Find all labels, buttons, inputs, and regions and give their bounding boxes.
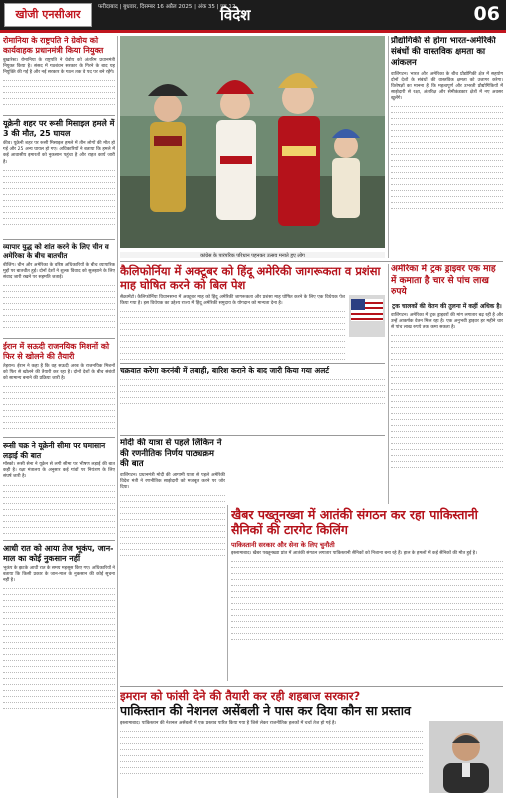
article-body: इस्लामाबाद। खैबर पख्तूनख्वा प्रांत में आतंकी संगठन लगातार पाकिस्तानी सैनिकों को निशाना बना रहे हैं। हाल के हमलों में कई सैनिकों की मौत हुई है। — [231, 551, 477, 556]
article-title[interactable]: आधी रात को आया तेज भूकंप, जान-माल का कोई नुकसान नहीं — [3, 543, 114, 563]
article-text-lines — [3, 76, 115, 112]
article-body: वाशिंगटन। अमेरिका में ट्रक ड्राइवरों की मांग लगातार बढ़ रही है और उन्हें आकर्षक वेतन मिल रहा है। एक अनुभवी ड्राइवर हर महीने चार से पांच लाख रुपये तक कमा सकता है। — [391, 312, 503, 330]
dateline: फरीदाबाद | बुधवार, दिसम्बर 16 अप्रैल 2025 | अंक 35 | पृष्ठ 12 — [98, 4, 236, 10]
article-kicker: पाकिस्तानी सरकार और सेना के लिए चुनौती — [231, 541, 335, 549]
left-column — [3, 36, 115, 798]
pakistan-article — [231, 507, 503, 683]
article-kicker: ट्रक चालकों की वेतन की तुलना में कहीं अधिक है। — [392, 302, 502, 310]
article-title-line2[interactable]: पाकिस्तान की नेशनल असेंबली ने पास कर दिया कौन सा प्रस्ताव — [120, 703, 411, 718]
article-text-lines — [391, 102, 503, 212]
article-text-lines — [3, 481, 115, 537]
truck-article — [391, 264, 503, 504]
header-rule — [0, 30, 506, 33]
article-text-lines — [120, 491, 225, 561]
article-body: तेहरान। ईरान ने कहा है कि वह सऊदी अरब के राजनयिक मिशनों को फिर से खोलने की तैयारी कर रहा है। दोनों देशों के बीच संबंधों को सामान्य बनाने की प्रक्रिया जारी है। — [3, 363, 115, 382]
article-body: इस्लामाबाद। पाकिस्तान की नेशनल असेंबली में एक प्रस्ताव पारित किया गया है जिसे लेकर राजनीतिक हलकों में चर्चा तेज हो गई है। — [120, 721, 337, 726]
page-number: 06 — [473, 3, 500, 25]
festival-photo — [120, 36, 385, 258]
article-text-lines — [3, 584, 115, 714]
article-title[interactable]: इमरान को फांसी देने की तैयारी कर रही शहबाज सरकार? — [120, 689, 361, 703]
article-body: बीजिंग। चीन और अमेरिका के वरिष्ठ अधिकारियों के बीच व्यापारिक मुद्दों पर बातचीत हुई। दोनों देशों ने शुल्क विवाद को सुलझाने के लिए संवाद जारी रखने पर सहमति जताई। — [3, 262, 115, 280]
imran-photo — [429, 721, 503, 793]
section-title: विदेश — [220, 6, 251, 24]
article-title[interactable]: प्रौद्योगिकी से होगा भारत-अमेरिकी संबंधों की वास्तविक क्षमता का आंकलन — [391, 36, 496, 68]
article-text-lines — [120, 307, 345, 361]
article-body: मॉस्को। रूसी सेना ने यूक्रेन से लगी सीमा पर भीषण लड़ाई की बात कही है। रक्षा मंत्रालय के अनुसार कई गांवों पर नियंत्रण के लिए संघर्ष जारी है। — [3, 462, 115, 480]
article-title[interactable]: अमेरिका में ट्रक ड्राइवर एक माह में कमाता है चार से पांच लाख रुपये — [391, 264, 496, 297]
photo-caption: कांग्रेस के पारंपरिक परिधान पहनकर उत्सव मनाते हुए लोग — [120, 252, 385, 258]
masthead — [0, 0, 506, 30]
article-body: सैक्रामेंटो। कैलिफोर्निया विधानसभा में अक्टूबर माह को हिंदू अमेरिकी जागरूकता और प्रशंसा माह घोषित करने के लिए एक विधेयक पेश किया गया है। इस विधेयक का उद्देश्य राज्य में हिंदू अमेरिकी समुदाय के योगदान को मान्यता देना है। — [120, 295, 345, 307]
article-body: बुखारेस्ट। रोमानिया के राष्ट्रपति ने ग्रेवोय को अंतरिम प्रधानमंत्री नियुक्त किया है। संसद में गठबंधन सरकार के गिरने के बाद यह नियुक्ति की गई है और नई सरकार के गठन तक वे पद पर बने रहेंगे। — [3, 58, 115, 76]
article-text-lines — [120, 375, 385, 405]
article-title[interactable]: रोमानिया के राष्ट्रपति ने ग्रेवोय को कार्यवाहक प्रधानमंत्री किया नियुक्त — [3, 36, 104, 55]
article-text-lines — [120, 727, 423, 779]
article-text-lines — [3, 166, 115, 236]
article-text-lines — [231, 557, 503, 647]
article-title[interactable]: यूक्रेनी शहर पर रूसी मिसाइल हमले में 3 की मौत, 25 घायल — [3, 119, 115, 139]
right-column — [391, 36, 503, 258]
article-title[interactable]: रूसी चक्र ने यूक्रेनी सीमा पर घमासान लड़ाई की बात — [3, 441, 106, 460]
article-title[interactable]: खैबर पख्तूनख्वा में आतंकी संगठन कर रहा पाकिस्तानी सैनिकों की टारगेट किलिंग — [231, 507, 478, 537]
newspaper-logo: खोजी एनसीआर — [4, 3, 92, 27]
modi-article — [120, 438, 225, 588]
california-article — [120, 264, 385, 432]
article-title[interactable]: कैलिफोर्निया में अक्टूबर को हिंदू अमेरिकी जागरूकता व प्रशंसा माह घोषित करने को बिल पेश — [120, 264, 381, 292]
article-text-lines — [391, 331, 503, 471]
article-body: वाशिंगटन। प्रधानमंत्री मोदी की आगामी यात्रा से पहले अमेरिकी विदेश मंत्री ने रणनीतिक साझेदारी को मजबूत करने पर जोर दिया। — [120, 472, 225, 490]
article-body: भूकंप के झटके आधी रात के समय महसूस किए गए। अधिकारियों ने बताया कि किसी प्रकार के जान-माल के नुकसान की कोई सूचना नहीं है। — [3, 565, 115, 583]
imran-article — [120, 689, 503, 798]
flag-photo — [349, 295, 385, 337]
article-body: वाशिंगटन। भारत और अमेरिका के बीच प्रौद्योगिकी क्षेत्र में सहयोग दोनों देशों के संबंधों की वास्तविक क्षमता को उजागर करेगा। विशेषज्ञों का मानना है कि महत्वपूर्ण और उभरती प्रौद्योगिकियों में साझेदारी से रक्षा, अंतरिक्ष और सेमीकंडक्टर क्षेत्रों में नए अवसर खुलेंगे। — [391, 72, 503, 102]
article-text-lines — [3, 382, 115, 434]
festival-photo-image — [120, 36, 385, 248]
article-title[interactable]: मोदी की यात्रा से पहले लिंकिन ने की रणनीतिक निर्णय पाठ्यक्रम की बात — [120, 438, 222, 469]
article-title[interactable]: ईरान में सऊदी राजनयिक मिशनों को फिर से खोलने की तैयारी — [3, 341, 110, 361]
article-title[interactable]: व्यापार युद्ध को शांत करने के लिए चीन व अमेरिका के बीच बातचीत — [3, 242, 109, 260]
article-text-lines — [3, 281, 115, 335]
article-subtitle[interactable]: चक्रवात करेगा करनंबी में तबाही, बारिश कराने के बाद जारी किया गया अलर्ट — [120, 366, 330, 376]
article-body: कीव। यूक्रेनी शहर पर रूसी मिसाइल हमले में तीन लोगों की मौत हो गई और 25 अन्य घायल हो गए। अधिकारियों ने बताया कि हमले में कई आवासीय इमारतों को नुकसान पहुंचा है और राहत कार्य जारी है। — [3, 141, 115, 165]
